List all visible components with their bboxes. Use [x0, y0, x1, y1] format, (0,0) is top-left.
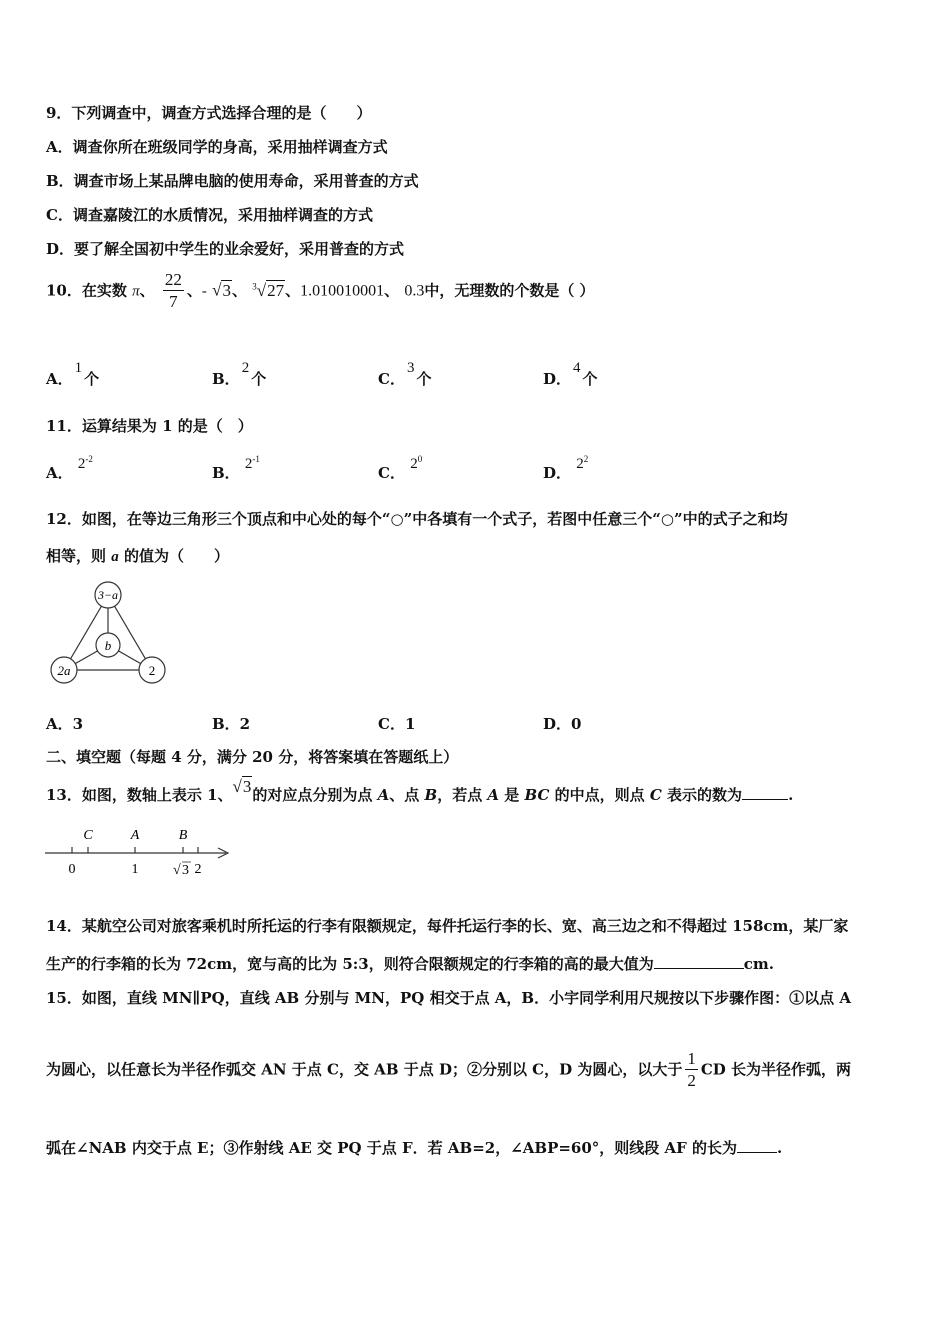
q12-option-d: D．0	[543, 715, 582, 733]
q10-frac-den: 7	[169, 292, 178, 311]
q10-sep-1: 、	[139, 281, 155, 300]
q13-c1: 、点	[389, 786, 425, 804]
q14-line-2	[46, 953, 774, 974]
q9-option-c: C．调查嘉陵江的水质情况，采用抽样调查的方式	[46, 206, 373, 224]
q11-option-b	[212, 454, 260, 483]
q13-point-c: C	[649, 786, 662, 804]
fig-label-right: 2	[148, 663, 156, 678]
q14-answer-blank[interactable]	[654, 967, 744, 969]
q10-prefix: 10．在实数	[46, 281, 127, 300]
q10-opt-a-num: 1	[74, 360, 83, 376]
q13-answer-blank[interactable]	[742, 798, 788, 800]
q10-sqrt3: √3	[212, 280, 231, 300]
q10-cbrt-index: 3	[252, 280, 257, 291]
q15-fraction	[685, 1049, 698, 1092]
q12-line-2	[46, 545, 229, 566]
q12-option-b: B．2	[212, 715, 251, 733]
q9-option-d: D．要了解全国初中学生的业余爱好，采用普查的方式	[46, 240, 405, 258]
q12-line2-post: 的值为（ ）	[118, 547, 229, 565]
axis-label-a: A	[130, 828, 140, 843]
q12-triangle-figure	[44, 580, 174, 690]
tick-label-sqrt3: 3	[182, 863, 189, 878]
q10-opt-c-num: 3	[406, 360, 415, 376]
q13-c5: 表示的数为	[661, 786, 743, 804]
q11-opt-c-label: C．	[378, 464, 405, 482]
q12-line2-pre: 相等，则	[46, 547, 112, 565]
q11-opt-c-base: 2	[410, 456, 418, 472]
q11-option-c	[378, 454, 423, 483]
q10-sep-2: 、	[186, 281, 202, 300]
q10-sqrt3-rad: 3	[222, 280, 231, 300]
q13-point-a-2: A	[487, 786, 500, 804]
q10-opt-a-label: A．	[46, 370, 73, 388]
q11-opt-a-base: 2	[77, 456, 86, 472]
q13-c3: 是	[499, 786, 525, 804]
q11-opt-d-base: 2	[576, 456, 584, 472]
q13-end: .	[788, 786, 794, 804]
q13-point-b: B	[424, 786, 438, 804]
q13-c2: ，若点	[437, 786, 488, 804]
q15-line-2	[46, 1049, 851, 1092]
q13-sqrt: √3	[232, 777, 252, 796]
fig-label-top: 3−a	[97, 588, 119, 602]
q10-stem	[46, 270, 595, 313]
q10-option-d	[543, 360, 598, 389]
q10-decimal-2: 0.3	[404, 282, 425, 300]
q10-opt-d-unit: 个	[582, 370, 598, 388]
tick-label-2: 2	[194, 862, 202, 877]
q15-line3-post: .	[777, 1139, 783, 1157]
q12-var-a: a	[111, 549, 119, 565]
q10-opt-d-label: D．	[543, 370, 572, 388]
q11-opt-a-label: A．	[46, 464, 73, 482]
q10-opt-b-label: B．	[212, 370, 240, 388]
q10-sep-5: 、	[384, 281, 400, 300]
q11-option-d	[543, 454, 589, 483]
q11-opt-d-exp: 2	[583, 454, 589, 464]
q11-stem: 11．运算结果为 1 的是（ ）	[46, 417, 253, 435]
axis-label-b: B	[178, 828, 188, 843]
q10-fraction	[163, 270, 184, 313]
q12-line-1: 12．如图，在等边三角形三个顶点和中心处的每个“○”中各填有一个式子，若图中任意三个“○”中的式子之和均	[46, 510, 788, 528]
q10-cbrt-rad: 27	[267, 280, 285, 300]
tick-label-1: 1	[131, 862, 139, 877]
q10-decimal-1: 1.010010001	[300, 282, 385, 300]
q15-line3-pre: 弧在∠NAB 内交于点 E；③作射线 AE 交 PQ 于点 F．若 AB=2，∠ABP=60°，则线段 AF 的长为	[46, 1139, 738, 1157]
axis-label-c: C	[83, 828, 93, 843]
q10-sep-4: 、	[285, 281, 301, 300]
q9-option-b: B．调查市场上某品牌电脑的使用寿命，采用普查的方式	[46, 172, 419, 190]
q15-line-3	[46, 1137, 782, 1158]
q15-frac-den: 2	[687, 1071, 696, 1090]
q10-option-b	[212, 360, 267, 389]
q10-sep-3: 、	[231, 281, 247, 300]
q11-option-a	[46, 454, 93, 483]
q13-segment-bc: BC	[524, 786, 550, 804]
q10-opt-c-label: C．	[378, 370, 405, 388]
tick-label-0: 0	[68, 862, 76, 877]
q14-line2-pre: 生产的行李箱的长为 72cm，宽与高的比为 5:3，则符合限额规定的行李箱的高的最大值为	[46, 955, 654, 973]
q10-suffix: 中，无理数的个数是（ ）	[424, 281, 595, 300]
q13-number-line	[40, 822, 240, 882]
q11-opt-b-label: B．	[212, 464, 240, 482]
q10-neg: -	[201, 283, 207, 300]
q15-line-1: 15．如图，直线 MN∥PQ，直线 AB 分别与 MN，PQ 相交于点 A，B．小宇同学利用尺规按以下步骤作图：①以点 A	[46, 989, 851, 1007]
q10-opt-b-unit: 个	[251, 370, 267, 388]
q10-pi: π	[132, 283, 140, 300]
q10-option-c	[378, 360, 432, 389]
q10-opt-a-unit: 个	[84, 370, 100, 388]
q10-opt-d-num: 4	[573, 360, 581, 376]
q15-line2-post: CD 长为半径作弧，两	[700, 1060, 852, 1079]
q11-opt-a-exp: -2	[85, 454, 93, 464]
q13-c4: 的中点，则点	[549, 786, 650, 804]
q14-line2-post: cm.	[743, 955, 774, 973]
q13-stem	[46, 777, 794, 805]
q10-option-a	[46, 360, 100, 389]
q10-frac-num: 22	[164, 270, 182, 289]
tick-label-sqrt-sign: √	[173, 863, 181, 878]
q15-frac-num: 1	[687, 1049, 696, 1068]
q13-mid: 的对应点分别为点	[252, 786, 378, 804]
q15-line2-pre: 为圆心，以任意长为半径作弧交 AN 于点 C，交 AB 于点 D；②分别以 C，D 为圆心，以大于	[46, 1060, 683, 1079]
fig-label-left: 2a	[57, 663, 71, 678]
q13-pre: 13．如图，数轴上表示 1、	[46, 786, 233, 804]
q11-opt-d-label: D．	[543, 464, 572, 482]
q9-stem: 9．下列调查中，调查方式选择合理的是（ ）	[46, 104, 372, 122]
q13-point-a: A	[377, 786, 390, 804]
q11-opt-b-base: 2	[244, 456, 253, 472]
q12-option-a: A．3	[46, 715, 84, 733]
q14-line-1: 14．某航空公司对旅客乘机时所托运的行李有限额规定，每件托运行李的长、宽、高三边之和不得超过 158cm，某厂家	[46, 917, 849, 935]
q11-opt-c-exp: 0	[417, 454, 423, 464]
section-2-heading: 二、填空题（每题 4 分，满分 20 分，将答案填在答题纸上）	[46, 748, 459, 766]
q10-cbrt27: $^3$√27	[252, 280, 285, 300]
q12-option-c: C．1	[378, 715, 416, 733]
q15-answer-blank[interactable]	[737, 1151, 777, 1153]
q11-opt-b-exp: -1	[252, 454, 260, 464]
fig-label-center: b	[104, 638, 112, 653]
q13-sqrt-rad: 3	[242, 777, 252, 796]
q10-opt-b-num: 2	[241, 360, 250, 376]
q10-opt-c-unit: 个	[416, 370, 432, 388]
q9-option-a: A．调查你所在班级同学的身高，采用抽样调查方式	[46, 138, 388, 156]
